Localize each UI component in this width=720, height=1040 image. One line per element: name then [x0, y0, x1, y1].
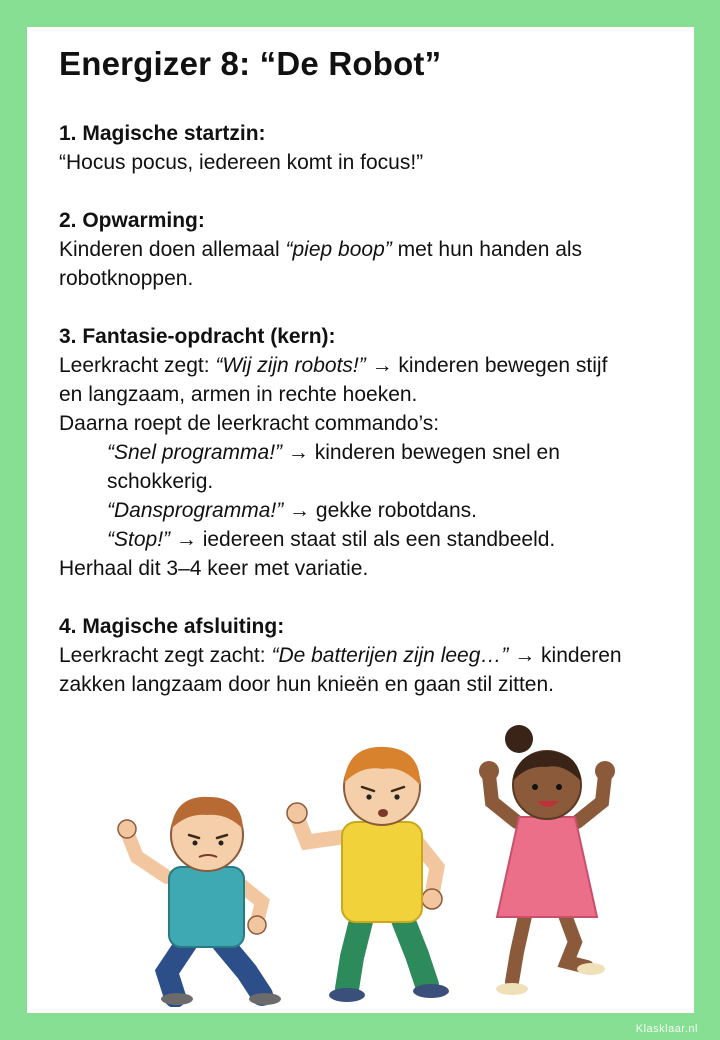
quote-text: “Snel programma!” — [107, 441, 283, 464]
card — [27, 27, 694, 1013]
section-heading: 4. Magische afsluiting: — [59, 615, 285, 638]
text-part: → kinderen bewegen snel en — [282, 441, 560, 464]
quote-text: “Wij zijn robots!” — [215, 354, 366, 377]
quote-text: “Dansprogramma!” — [107, 499, 284, 522]
section-text: zakken langzaam door hun knieën en gaan stil zitten. — [59, 673, 554, 696]
footer-brand: Klasklaar.nl — [635, 1023, 698, 1035]
section-afsluiting — [59, 612, 679, 699]
section-heading: 1. Magische startzin: — [59, 122, 266, 145]
section-text: “Hocus pocus, iedereen komt in focus!” — [59, 151, 424, 174]
text-part: → iedereen staat stil als een standbeeld. — [170, 528, 556, 551]
section-heading: 2. Opwarming: — [59, 209, 205, 232]
kid-yellow-shirt — [287, 747, 449, 1002]
page-title: Energizer 8: “De Robot” — [59, 45, 442, 82]
text-part: → kinderen bewegen stijf — [365, 354, 608, 377]
section-fantasie — [59, 322, 679, 583]
section-text — [59, 641, 679, 670]
section-text: en langzaam, armen in rechte hoeken. — [59, 383, 418, 406]
command-item — [59, 525, 679, 554]
kid-blue-shirt — [118, 797, 281, 1005]
section-opwarming — [59, 206, 679, 293]
section-heading: 3. Fantasie-opdracht (kern): — [59, 325, 336, 348]
quote-text: “De batterijen zijn leeg…” — [271, 644, 509, 667]
text-part: Leerkracht zegt: — [59, 354, 216, 377]
text-part: → gekke robotdans. — [283, 499, 477, 522]
text-part: → kinderen — [508, 644, 622, 667]
command-item — [59, 438, 679, 467]
quote-text: “Stop!” — [107, 528, 171, 551]
dancing-kids-illustration — [97, 717, 617, 1007]
quote-text: “piep boop” — [285, 238, 392, 261]
command-item-cont: schokkerig. — [107, 470, 214, 493]
kid-pink-dress — [479, 725, 615, 995]
section-text: robotknoppen. — [59, 267, 194, 290]
command-item — [59, 496, 679, 525]
section-text: Daarna roept de leerkracht commando’s: — [59, 412, 440, 435]
section-text — [59, 235, 679, 264]
section-text — [59, 351, 679, 380]
text-part: Leerkracht zegt zacht: — [59, 644, 272, 667]
section-startzin — [59, 119, 679, 177]
section-text: Herhaal dit 3–4 keer met variatie. — [59, 557, 369, 580]
text-part: met hun handen als — [391, 238, 583, 261]
instructions — [59, 119, 679, 728]
text-part: Kinderen doen allemaal — [59, 238, 286, 261]
